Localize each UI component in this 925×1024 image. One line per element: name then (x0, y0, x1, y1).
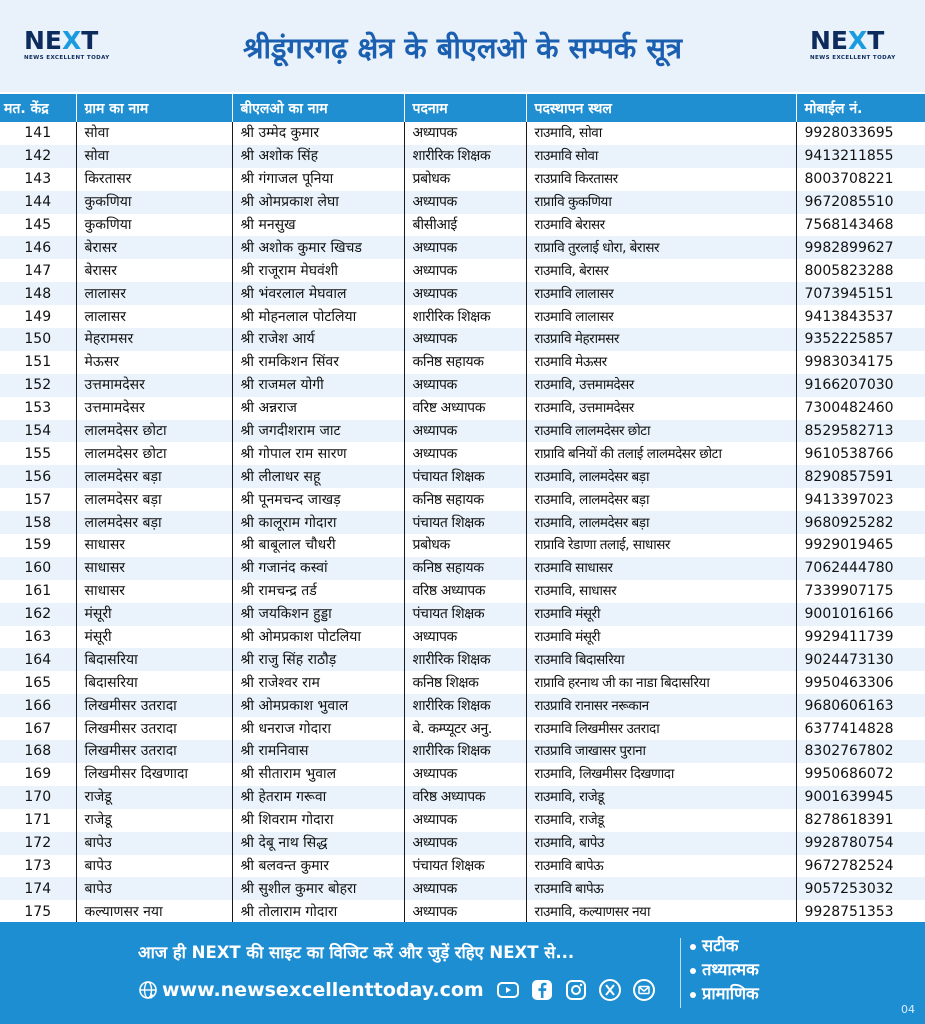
booth-number-cell: 160 (0, 557, 76, 580)
visit-message: आज ही NEXT की साइट का विजिट करें और जुड़ें रहिए NEXT से... (138, 943, 575, 962)
facebook-icon[interactable] (530, 978, 554, 1002)
table-row (0, 442, 925, 465)
village-name-cell: कुकणिया (76, 191, 232, 214)
blo-name-cell: श्री राजूराम मेघवंशी (232, 259, 404, 282)
posting-place-cell: राप्रावि हरनाथ जी का नाडा बिदासरिया (526, 671, 796, 694)
designation-cell: शारीरिक शिक्षक (404, 740, 526, 763)
posting-place-cell: राउमावि लालासर (526, 282, 796, 305)
table-row (0, 740, 925, 763)
designation-cell: अध्यापक (404, 191, 526, 214)
village-name-cell: लालमदेसर छोटा (76, 442, 232, 465)
footer (0, 922, 925, 1024)
village-name-cell: कुकणिया (76, 214, 232, 237)
booth-number-cell: 162 (0, 603, 76, 626)
header (0, 0, 925, 92)
mobile-number-cell[interactable]: 9929019465 (796, 534, 925, 557)
booth-number-cell: 157 (0, 488, 76, 511)
table-header-row (0, 94, 925, 122)
table-row (0, 717, 925, 740)
booth-number-cell: 150 (0, 328, 76, 351)
posting-place-cell: राउमावि, उत्तमामदेसर (526, 374, 796, 397)
village-name-cell: लालमदेसर बड़ा (76, 465, 232, 488)
column-header-booth: मत. केंद्र (0, 94, 76, 122)
blo-name-cell: श्री अशोक कुमार खिचड (232, 236, 404, 259)
booth-number-cell: 148 (0, 282, 76, 305)
posting-place-cell: राउमावि, लालमदेसर बड़ा (526, 488, 796, 511)
village-name-cell: उत्तमामदेसर (76, 374, 232, 397)
table-row (0, 282, 925, 305)
designation-cell: अध्यापक (404, 809, 526, 832)
posting-place-cell: राउमावि, उत्तमामदेसर (526, 397, 796, 420)
mobile-number-cell[interactable]: 9352225857 (796, 328, 925, 351)
booth-number-cell: 171 (0, 809, 76, 832)
mobile-number-cell[interactable]: 7300482460 (796, 397, 925, 420)
mobile-number-cell[interactable]: 8302767802 (796, 740, 925, 763)
designation-cell: कनिष्ठ सहायक (404, 351, 526, 374)
designation-cell: कनिष्ठ शिक्षक (404, 671, 526, 694)
mobile-number-cell[interactable]: 7339907175 (796, 580, 925, 603)
village-name-cell: सोवा (76, 145, 232, 168)
table-body (0, 122, 925, 923)
posting-place-cell: राउप्रावि किरतासर (526, 168, 796, 191)
designation-cell: अध्यापक (404, 877, 526, 900)
table-row (0, 488, 925, 511)
mobile-number-cell[interactable]: 8003708221 (796, 168, 925, 191)
village-name-cell: राजेडू (76, 809, 232, 832)
table-row (0, 236, 925, 259)
blo-name-cell: श्री बाबूलाल चौधरी (232, 534, 404, 557)
mobile-number-cell[interactable]: 9413211855 (796, 145, 925, 168)
posting-place-cell: राउमावि मंसूरी (526, 603, 796, 626)
posting-place-cell: राउमावि, राजेडू (526, 786, 796, 809)
mobile-number-cell[interactable]: 6377414828 (796, 717, 925, 740)
posting-place-cell: राउमावि मेऊसर (526, 351, 796, 374)
table-row (0, 374, 925, 397)
posting-place-cell: राउमावि बेरासर (526, 214, 796, 237)
posting-place-cell: राउमावि, साधासर (526, 580, 796, 603)
mobile-number-cell[interactable]: 9672782524 (796, 855, 925, 878)
posting-place-cell: राउमावि साधासर (526, 557, 796, 580)
blo-name-cell: श्री गंगाजल पूनिया (232, 168, 404, 191)
blo-name-cell: श्री हेतराम गरूवा (232, 786, 404, 809)
blo-name-cell: श्री गजानंद कस्वां (232, 557, 404, 580)
table-row (0, 809, 925, 832)
posting-place-cell: राउमावि, लालमदेसर बड़ा (526, 511, 796, 534)
posting-place-cell: राउप्रावि मेहरामसर (526, 328, 796, 351)
posting-place-cell: राउमावि सोवा (526, 145, 796, 168)
village-name-cell: मेऊसर (76, 351, 232, 374)
mobile-number-cell[interactable]: 7568143468 (796, 214, 925, 237)
blo-name-cell: श्री ओमप्रकाश पोटलिया (232, 626, 404, 649)
designation-cell: शारीरिक शिक्षक (404, 694, 526, 717)
logo-left-tagline: NEWS EXCELLENT TODAY (24, 55, 110, 61)
posting-place-cell: राउमावि बापेऊ (526, 877, 796, 900)
posting-place-cell: राउप्रावि रानासर नरूकान (526, 694, 796, 717)
village-name-cell: लालमदेसर बड़ा (76, 488, 232, 511)
mobile-number-cell[interactable]: 8005823288 (796, 259, 925, 282)
blo-name-cell: श्री लीलाधर सहू (232, 465, 404, 488)
mobile-number-cell[interactable]: 9166207030 (796, 374, 925, 397)
page-number: 04 (901, 1003, 915, 1016)
blo-name-cell: श्री राजेश्वर राम (232, 671, 404, 694)
quality-item: सटीक (690, 934, 759, 958)
mobile-number-cell[interactable]: 9928780754 (796, 832, 925, 855)
booth-number-cell: 168 (0, 740, 76, 763)
website-link[interactable]: www.newsexcellenttoday.com (162, 979, 484, 1001)
youtube-icon[interactable] (496, 978, 520, 1002)
booth-number-cell: 165 (0, 671, 76, 694)
booth-number-cell: 147 (0, 259, 76, 282)
posting-place-cell: राप्रावि रेडाणा तलाई, साधासर (526, 534, 796, 557)
posting-place-cell: राप्रावि तुरलाई धोरा, बेरासर (526, 236, 796, 259)
blo-name-cell: श्री अन्नराज (232, 397, 404, 420)
village-name-cell: बापेउ (76, 877, 232, 900)
booth-number-cell: 144 (0, 191, 76, 214)
booth-number-cell: 166 (0, 694, 76, 717)
blo-name-cell: श्री मोहनलाल पोटलिया (232, 305, 404, 328)
posting-place-cell: राउमावि मंसूरी (526, 626, 796, 649)
booth-number-cell: 170 (0, 786, 76, 809)
posting-place-cell: राउमावि, कल्याणसर नया (526, 900, 796, 923)
logo-right-text-post: T (867, 26, 885, 55)
booth-number-cell: 156 (0, 465, 76, 488)
village-name-cell: लिखमीसर दिखणादा (76, 763, 232, 786)
blo-name-cell: श्री ओमप्रकाश भुवाल (232, 694, 404, 717)
village-name-cell: कल्याणसर नया (76, 900, 232, 923)
booth-number-cell: 151 (0, 351, 76, 374)
posting-place-cell: राउमावि बापेऊ (526, 855, 796, 878)
globe-icon (138, 980, 158, 1000)
table-row (0, 763, 925, 786)
village-name-cell: लिखमीसर उतरादा (76, 740, 232, 763)
designation-cell: वरिष्ठ अध्यापक (404, 786, 526, 809)
booth-number-cell: 164 (0, 648, 76, 671)
mobile-number-cell[interactable]: 9001016166 (796, 603, 925, 626)
mobile-number-cell[interactable]: 9929411739 (796, 626, 925, 649)
blo-name-cell: श्री तोलाराम गोदारा (232, 900, 404, 923)
table-row (0, 122, 925, 145)
posting-place-cell: राउमावि लालासर (526, 305, 796, 328)
mobile-number-cell[interactable]: 9928751353 (796, 900, 925, 923)
mobile-number-cell[interactable]: 8529582713 (796, 420, 925, 443)
booth-number-cell: 163 (0, 626, 76, 649)
booth-number-cell: 174 (0, 877, 76, 900)
designation-cell: अध्यापक (404, 282, 526, 305)
mobile-number-cell[interactable]: 9928033695 (796, 122, 925, 145)
blo-name-cell: श्री राजु सिंह राठौड़ (232, 648, 404, 671)
mobile-number-cell[interactable]: 9413843537 (796, 305, 925, 328)
table-row (0, 671, 925, 694)
booth-number-cell: 146 (0, 236, 76, 259)
designation-cell: शारीरिक शिक्षक (404, 145, 526, 168)
table-row (0, 648, 925, 671)
booth-number-cell: 155 (0, 442, 76, 465)
designation-cell: अध्यापक (404, 763, 526, 786)
posting-place-cell: राउमावि, लालमदेसर बड़ा (526, 465, 796, 488)
booth-number-cell: 141 (0, 122, 76, 145)
village-name-cell: साधासर (76, 580, 232, 603)
column-header-blo-name: बीएलओ का नाम (232, 94, 404, 122)
designation-cell: अध्यापक (404, 900, 526, 923)
village-name-cell: बापेउ (76, 855, 232, 878)
posting-place-cell: राउमावि लिखमीसर उतरादा (526, 717, 796, 740)
table-row (0, 832, 925, 855)
village-name-cell: लालासर (76, 305, 232, 328)
page-title: श्रीडूंगरगढ़ क्षेत्र के बीएलओ के सम्पर्क सूत्र (243, 31, 682, 65)
blo-name-cell: श्री रामचन्द्र तर्ड (232, 580, 404, 603)
mobile-number-cell[interactable]: 7073945151 (796, 282, 925, 305)
mobile-number-cell[interactable]: 8290857591 (796, 465, 925, 488)
logo-right-text-pre: NE (810, 26, 849, 55)
designation-cell: अध्यापक (404, 626, 526, 649)
designation-cell: अध्यापक (404, 122, 526, 145)
blo-name-cell: श्री कालूराम गोदारा (232, 511, 404, 534)
blo-name-cell: श्री उम्मेद कुमार (232, 122, 404, 145)
table-row (0, 191, 925, 214)
table-row (0, 694, 925, 717)
column-header-mobile: मोबाईल नं. (796, 94, 925, 122)
village-name-cell: लालमदेसर बड़ा (76, 511, 232, 534)
designation-cell: अध्यापक (404, 832, 526, 855)
table-row (0, 168, 925, 191)
logo-right-text-x: X (848, 26, 868, 55)
posting-place-cell: राप्रावि बनियों की तलाई लालमदेसर छोटा (526, 442, 796, 465)
logo-left[interactable] (24, 28, 144, 68)
designation-cell: वरिष्ठ अध्यापक (404, 580, 526, 603)
designation-cell: प्रबोधक (404, 168, 526, 191)
designation-cell: कनिष्ठ सहायक (404, 557, 526, 580)
designation-cell: बीसीआई (404, 214, 526, 237)
designation-cell: अध्यापक (404, 442, 526, 465)
blo-name-cell: श्री राजेश आर्य (232, 328, 404, 351)
booth-number-cell: 152 (0, 374, 76, 397)
booth-number-cell: 172 (0, 832, 76, 855)
table-row (0, 900, 925, 923)
booth-number-cell: 145 (0, 214, 76, 237)
booth-number-cell: 154 (0, 420, 76, 443)
posting-place-cell: राउमावि, बेरासर (526, 259, 796, 282)
designation-cell: कनिष्ठ सहायक (404, 488, 526, 511)
column-header-village: ग्राम का नाम (76, 94, 232, 122)
blo-name-cell: श्री रामनिवास (232, 740, 404, 763)
village-name-cell: राजेडू (76, 786, 232, 809)
mobile-number-cell[interactable]: 9057253032 (796, 877, 925, 900)
village-name-cell: लालासर (76, 282, 232, 305)
table-row (0, 626, 925, 649)
village-name-cell: बेरासर (76, 259, 232, 282)
designation-cell: अध्यापक (404, 259, 526, 282)
village-name-cell: लिखमीसर उतरादा (76, 717, 232, 740)
designation-cell: पंचायत शिक्षक (404, 603, 526, 626)
table-row (0, 786, 925, 809)
table-row (0, 305, 925, 328)
mobile-number-cell[interactable]: 9950463306 (796, 671, 925, 694)
table-row (0, 259, 925, 282)
table-row (0, 465, 925, 488)
village-name-cell: लालमदेसर छोटा (76, 420, 232, 443)
qualities-list (690, 934, 759, 1006)
x-icon[interactable] (598, 978, 622, 1002)
blo-name-cell: श्री भंवरलाल मेघवाल (232, 282, 404, 305)
column-header-posting-place: पदस्थापन स्थल (526, 94, 796, 122)
blo-name-cell: श्री गोपाल राम सारण (232, 442, 404, 465)
table-row (0, 397, 925, 420)
village-name-cell: मेहरामसर (76, 328, 232, 351)
posting-place-cell: राप्रावि कुकणिया (526, 191, 796, 214)
village-name-cell: साधासर (76, 534, 232, 557)
designation-cell: अध्यापक (404, 328, 526, 351)
posting-place-cell: राउमावि, राजेडू (526, 809, 796, 832)
village-name-cell: बेरासर (76, 236, 232, 259)
designation-cell: बे. कम्प्यूटर अनु. (404, 717, 526, 740)
mobile-number-cell[interactable]: 9680606163 (796, 694, 925, 717)
designation-cell: अध्यापक (404, 374, 526, 397)
posting-place-cell: राउमावि, लिखमीसर दिखणादा (526, 763, 796, 786)
designation-cell: पंचायत शिक्षक (404, 511, 526, 534)
village-name-cell: सोवा (76, 122, 232, 145)
table-row (0, 214, 925, 237)
logo-right[interactable] (810, 28, 925, 68)
blo-contact-table (0, 94, 925, 923)
mobile-number-cell[interactable]: 9680925282 (796, 511, 925, 534)
booth-number-cell: 167 (0, 717, 76, 740)
village-name-cell: लिखमीसर उतरादा (76, 694, 232, 717)
village-name-cell: बिदासरिया (76, 648, 232, 671)
designation-cell: अध्यापक (404, 420, 526, 443)
blo-name-cell: श्री जयकिशन हुड्डा (232, 603, 404, 626)
logo-left-text-post: T (81, 26, 99, 55)
blo-name-cell: श्री राजमल योगी (232, 374, 404, 397)
table-row (0, 877, 925, 900)
booth-number-cell: 143 (0, 168, 76, 191)
mobile-number-cell[interactable]: 9413397023 (796, 488, 925, 511)
table-row (0, 557, 925, 580)
booth-number-cell: 169 (0, 763, 76, 786)
blo-name-cell: श्री सीताराम भुवाल (232, 763, 404, 786)
table-row (0, 511, 925, 534)
table-row (0, 855, 925, 878)
booth-number-cell: 161 (0, 580, 76, 603)
table-row (0, 603, 925, 626)
logo-left-text-pre: NE (24, 26, 63, 55)
table-row (0, 534, 925, 557)
blo-name-cell: श्री बलवन्त कुमार (232, 855, 404, 878)
table-row (0, 351, 925, 374)
village-name-cell: मंसूरी (76, 603, 232, 626)
designation-cell: शारीरिक शिक्षक (404, 648, 526, 671)
booth-number-cell: 175 (0, 900, 76, 923)
booth-number-cell: 149 (0, 305, 76, 328)
booth-number-cell: 142 (0, 145, 76, 168)
blo-name-cell: श्री देबू नाथ सिद्ध (232, 832, 404, 855)
mobile-number-cell[interactable]: 7062444780 (796, 557, 925, 580)
table-row (0, 420, 925, 443)
logo-left-text-x: X (62, 26, 82, 55)
mobile-number-cell[interactable]: 9001639945 (796, 786, 925, 809)
booth-number-cell: 153 (0, 397, 76, 420)
mobile-number-cell[interactable]: 8278618391 (796, 809, 925, 832)
mobile-number-cell[interactable]: 9610538766 (796, 442, 925, 465)
village-name-cell: साधासर (76, 557, 232, 580)
blo-name-cell: श्री मनसुख (232, 214, 404, 237)
mobile-number-cell[interactable]: 9982899627 (796, 236, 925, 259)
mobile-number-cell[interactable]: 9024473130 (796, 648, 925, 671)
blo-name-cell: श्री धनराज गोदारा (232, 717, 404, 740)
posting-place-cell: राउमावि, सोवा (526, 122, 796, 145)
email-icon[interactable] (632, 978, 656, 1002)
designation-cell: प्रबोधक (404, 534, 526, 557)
village-name-cell: बिदासरिया (76, 671, 232, 694)
booth-number-cell: 158 (0, 511, 76, 534)
designation-cell: अध्यापक (404, 236, 526, 259)
quality-item: प्रामाणिक (690, 982, 759, 1006)
instagram-icon[interactable] (564, 978, 588, 1002)
table-row (0, 328, 925, 351)
blo-name-cell: श्री जगदीशराम जाट (232, 420, 404, 443)
village-name-cell: किरतासर (76, 168, 232, 191)
mobile-number-cell[interactable]: 9672085510 (796, 191, 925, 214)
blo-name-cell: श्री पूनमचन्द जाखड़ (232, 488, 404, 511)
blo-name-cell: श्री अशोक सिंह (232, 145, 404, 168)
booth-number-cell: 159 (0, 534, 76, 557)
blo-name-cell: श्री रामकिशन सिंवर (232, 351, 404, 374)
designation-cell: शारीरिक शिक्षक (404, 305, 526, 328)
mobile-number-cell[interactable]: 9983034175 (796, 351, 925, 374)
website-row (138, 974, 666, 1006)
column-header-designation: पदनाम (404, 94, 526, 122)
village-name-cell: मंसूरी (76, 626, 232, 649)
table-row (0, 580, 925, 603)
designation-cell: वरिष्ट अध्यापक (404, 397, 526, 420)
table-row (0, 145, 925, 168)
posting-place-cell: राउप्रावि जाखासर पुराना (526, 740, 796, 763)
village-name-cell: बापेउ (76, 832, 232, 855)
booth-number-cell: 173 (0, 855, 76, 878)
blo-name-cell: श्री सुशील कुमार बोहरा (232, 877, 404, 900)
designation-cell: पंचायत शिक्षक (404, 855, 526, 878)
mobile-number-cell[interactable]: 9950686072 (796, 763, 925, 786)
designation-cell: पंचायत शिक्षक (404, 465, 526, 488)
logo-right-tagline: NEWS EXCELLENT TODAY (810, 55, 896, 61)
quality-item: तथ्यात्मक (690, 958, 759, 982)
blo-name-cell: श्री शिवराम गोदारा (232, 809, 404, 832)
posting-place-cell: राउमावि, बापेउ (526, 832, 796, 855)
blo-name-cell: श्री ओमप्रकाश लेघा (232, 191, 404, 214)
village-name-cell: उत्तमामदेसर (76, 397, 232, 420)
footer-divider (680, 938, 681, 1008)
posting-place-cell: राउमावि लालमदेसर छोटा (526, 420, 796, 443)
posting-place-cell: राउमावि बिदासरिया (526, 648, 796, 671)
